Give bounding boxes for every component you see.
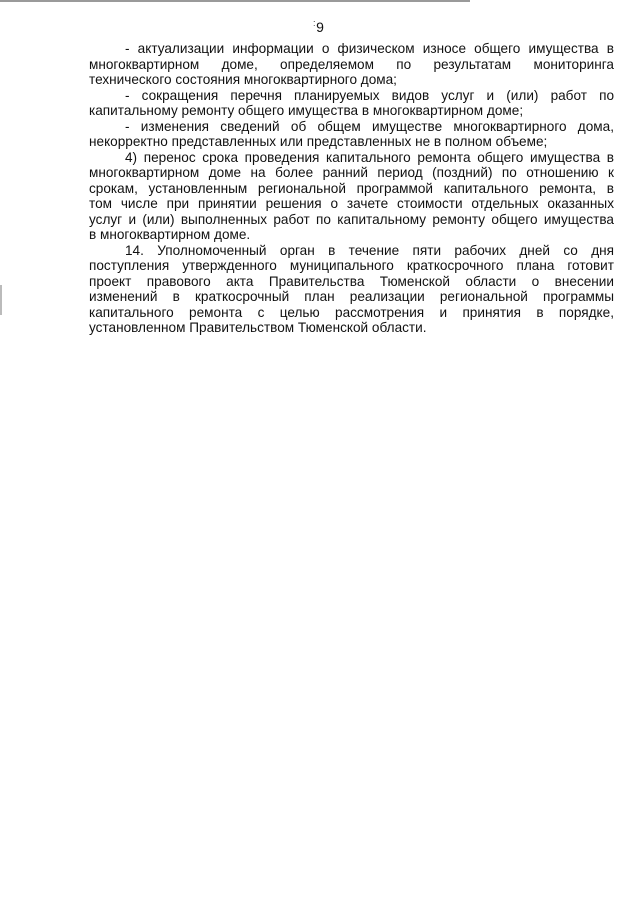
paragraph (89, 243, 614, 336)
text-line: капитальному ремонту общего имущества в многоквартирном доме; (89, 103, 524, 118)
scan-left-edge-mark (0, 285, 2, 315)
text-line: срокам, установленным региональной программой капитального ремонта, в (89, 180, 614, 196)
text-line: поступления утвержденного муниципального краткосрочного плана готовит (89, 258, 614, 273)
text-line: капитального ремонта с целью рассмотрения и принятия в порядке, (89, 304, 614, 320)
text-line: технического состояния многоквартирного дома; (89, 72, 397, 87)
paragraph (89, 150, 614, 243)
text-line: - изменения сведений об общем имуществе многоквартирного дома, (125, 118, 614, 134)
text-line: проект правового акта Правительства Тюменской области о внесении (89, 273, 614, 289)
paragraph (89, 119, 614, 150)
text-line: многоквартирном доме на более ранний период (поздний) по отношению к (89, 165, 614, 180)
text-line: установленном Правительством Тюменской области. (89, 320, 427, 335)
text-line: изменений в краткосрочный план реализации региональной программы (89, 289, 614, 304)
text-line: - актуализации информации о физическом износе общего имущества в (125, 41, 614, 56)
text-line: некорректно представленных или представленных не в полном объеме; (89, 134, 548, 149)
text-line: в многоквартирном доме. (89, 227, 251, 242)
text-line: услуг и (или) выполненных работ по капитальному ремонту общего имущества (89, 211, 614, 227)
text-line: том числе при принятии решения о зачете стоимости отдельных оказанных (89, 196, 614, 211)
text-line: 14. Уполномоченный орган в течение пяти рабочих дней со дня (125, 242, 614, 258)
scan-speck: : (313, 18, 316, 28)
paragraph (89, 41, 614, 88)
text-line: многоквартирном доме, определяемом по результатам мониторинга (89, 56, 614, 72)
paragraph (89, 88, 614, 119)
page-number: 9 (316, 19, 324, 35)
text-line: - сокращения перечня планируемых видов услуг и (или) работ по (125, 87, 614, 103)
text-line: 4) перенос срока проведения капитального ремонта общего имущества в (125, 149, 614, 165)
document-body (89, 41, 614, 336)
scan-top-edge (0, 0, 470, 2)
